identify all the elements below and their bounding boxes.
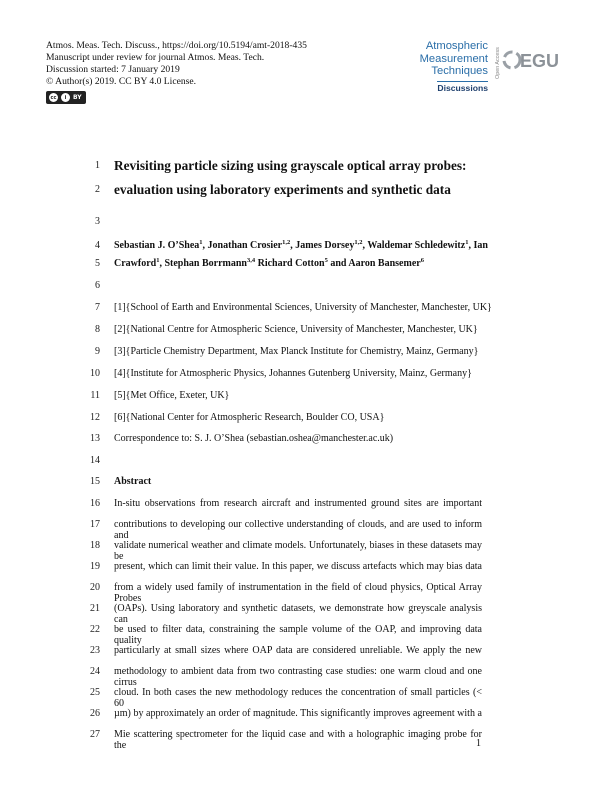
author-name: , James Dorsey xyxy=(290,240,355,251)
abstract-line: Mie scattering spectrometer for the liquid case and with a holographic imaging probe for the xyxy=(114,729,482,751)
affiliation-5: [5]{Met Office, Exeter, UK} xyxy=(114,390,230,401)
author-name: , Waldemar Schledewitz xyxy=(362,240,466,251)
manuscript-line-12 xyxy=(0,410,595,426)
manuscript-line-11 xyxy=(0,388,595,404)
review-status-line: Manuscript under review for journal Atmos. Meas. Tech. xyxy=(46,52,265,63)
line-number: 25 xyxy=(90,687,100,698)
manuscript-line-14 xyxy=(0,453,595,469)
abstract-line: particularly at small sizes where OAP data are considered unreliable. We apply the new xyxy=(114,645,482,656)
person-icon: i xyxy=(61,93,70,102)
author-list-line-2 xyxy=(114,258,482,269)
manuscript-line-19 xyxy=(0,559,595,575)
journal-name-line-2: Measurement xyxy=(419,52,488,65)
author-name: , Stephan Borrmann xyxy=(159,258,247,269)
egu-text: EGU xyxy=(520,51,560,71)
open-access-text: Open Access xyxy=(495,47,501,79)
cc-by-label: BY xyxy=(73,94,82,101)
manuscript-line-24 xyxy=(0,664,595,688)
manuscript-line-10 xyxy=(0,366,595,382)
line-number: 18 xyxy=(90,540,100,551)
journal-logo xyxy=(402,40,488,96)
manuscript-line-2 xyxy=(0,182,595,198)
page-number: 1 xyxy=(476,738,481,749)
line-number: 2 xyxy=(95,184,100,195)
manuscript-line-17 xyxy=(0,517,595,541)
egu-logo-icon xyxy=(502,42,560,78)
author-name: and Aaron Bansemer xyxy=(327,258,421,269)
manuscript-line-22 xyxy=(0,622,595,646)
abstract-line: µm) by approximately an order of magnitude. This significantly improves agreement with a xyxy=(114,708,482,719)
line-number: 9 xyxy=(95,346,100,357)
abstract-line: (OAPs). Using laboratory and synthetic datasets, we demonstrate how greyscale analysis can xyxy=(114,603,482,625)
line-number: 4 xyxy=(95,240,100,251)
manuscript-line-20 xyxy=(0,580,595,604)
line-number: 11 xyxy=(90,390,100,401)
manuscript-line-9 xyxy=(0,344,595,360)
correspondence-line: Correspondence to: S. J. O’Shea (sebastian.oshea@manchester.ac.uk) xyxy=(114,433,394,444)
line-number: 20 xyxy=(90,582,100,593)
manuscript-line-5 xyxy=(0,256,595,272)
line-number: 24 xyxy=(90,666,100,677)
abstract-line: validate numerical weather and climate models. Unfortunately, biases in these datasets may be xyxy=(114,540,482,562)
abstract-line: In-situ observations from research aircraft and instrumented ground sites are important xyxy=(114,498,482,509)
line-number: 19 xyxy=(90,561,100,572)
abstract-line: contributions to developing our collective understanding of clouds, and are used to inform and xyxy=(114,519,482,541)
line-number: 17 xyxy=(90,519,100,530)
line-number: 15 xyxy=(90,476,100,487)
manuscript-line-16 xyxy=(0,496,595,512)
author-name: Richard Cotton xyxy=(255,258,325,269)
manuscript-line-21 xyxy=(0,601,595,625)
author-name: , Jonathan Crosier xyxy=(202,240,283,251)
line-number: 8 xyxy=(95,324,100,335)
affiliation-ref: 5 xyxy=(324,257,328,264)
paper-title-line-2: evaluation using laboratory experiments and synthetic data xyxy=(114,182,451,197)
abstract-heading: Abstract xyxy=(114,476,152,487)
line-number: 6 xyxy=(95,280,100,291)
affiliation-ref: 1 xyxy=(199,239,203,246)
manuscript-line-18 xyxy=(0,538,595,562)
manuscript-line-27 xyxy=(0,727,595,751)
manuscript-line-13 xyxy=(0,431,595,447)
manuscript-line-6 xyxy=(0,278,595,294)
cc-by-license-icon[interactable] xyxy=(46,91,86,104)
affiliation-1: [1]{School of Earth and Environmental Sciences, University of Manchester, Manchester, UK} xyxy=(114,302,492,313)
line-number: 21 xyxy=(90,603,100,614)
journal-name-line-3: Techniques xyxy=(431,65,488,77)
license-line: © Author(s) 2019. CC BY 4.0 License. xyxy=(46,76,197,87)
line-number: 22 xyxy=(90,624,100,635)
manuscript-line-26 xyxy=(0,706,595,722)
line-number: 5 xyxy=(95,258,100,269)
author-name: Crawford xyxy=(114,258,157,269)
line-number: 1 xyxy=(95,160,100,171)
affiliation-ref: 1 xyxy=(465,239,469,246)
author-name: Sebastian J. O’Shea xyxy=(114,240,200,251)
cc-icon: cc xyxy=(50,94,57,101)
line-number: 12 xyxy=(90,412,100,423)
abstract-line: be used to filter data, constraining the sample volume of the OAP, and improving data quality xyxy=(114,624,482,646)
affiliation-4: [4]{Institute for Atmospheric Physics, Johannes Gutenberg University, Mainz, Germany} xyxy=(114,368,472,379)
affiliation-ref: 3,4 xyxy=(246,257,256,264)
line-number: 16 xyxy=(90,498,100,509)
author-name: , Ian xyxy=(468,240,488,251)
manuscript-line-15 xyxy=(0,474,595,490)
abstract-line: from a widely used family of instrumentation in the field of cloud physics, Optical Array Probes xyxy=(114,582,482,604)
manuscript-line-23 xyxy=(0,643,595,659)
manuscript-line-4 xyxy=(0,238,595,254)
discussion-date-line: Discussion started: 7 January 2019 xyxy=(46,64,180,75)
affiliation-ref: 1 xyxy=(156,257,160,264)
paper-title-line-1: Revisiting particle sizing using grayscale optical array probes: xyxy=(114,158,467,173)
line-number: 27 xyxy=(90,729,100,740)
line-number: 10 xyxy=(90,368,100,379)
line-number: 23 xyxy=(90,645,100,656)
abstract-line: present, which can limit their value. In this paper, we discuss artefacts which may bias data xyxy=(114,561,482,572)
manuscript-line-7 xyxy=(0,300,595,316)
open-access-label xyxy=(492,44,502,80)
manuscript-line-1 xyxy=(0,158,595,174)
affiliation-ref: 6 xyxy=(420,257,424,264)
manuscript-line-25 xyxy=(0,685,595,709)
abstract-line: cloud. In both cases the new methodology reduces the concentration of small particles (< 60 xyxy=(114,687,482,709)
journal-name-line-1: Atmospheric xyxy=(425,40,488,52)
line-number: 13 xyxy=(90,433,100,444)
line-number: 3 xyxy=(95,216,100,227)
affiliation-3: [3]{Particle Chemistry Department, Max Planck Institute for Chemistry, Mainz, Germany} xyxy=(114,346,479,357)
affiliation-ref: 1,2 xyxy=(282,239,291,246)
line-number: 26 xyxy=(90,708,100,719)
manuscript-line-3 xyxy=(0,214,595,230)
manuscript-metadata xyxy=(46,40,307,88)
journal-discussions-label: Discussions xyxy=(437,82,488,93)
affiliation-6: [6]{National Center for Atmospheric Research, Boulder CO, USA} xyxy=(114,412,385,423)
line-number: 14 xyxy=(90,455,100,466)
manuscript-line-8 xyxy=(0,322,595,338)
affiliation-2: [2]{National Centre for Atmospheric Science, University of Manchester, Manchester, UK} xyxy=(114,324,478,335)
doi-line: Atmos. Meas. Tech. Discuss., https://doi.org/10.5194/amt-2018-435 xyxy=(46,40,307,51)
line-number: 7 xyxy=(95,302,100,313)
author-list-line-1 xyxy=(114,239,488,251)
affiliation-ref: 1,2 xyxy=(354,239,363,246)
abstract-line: methodology to ambient data from two contrasting case studies: one warm cloud and one cirrus xyxy=(114,666,482,688)
